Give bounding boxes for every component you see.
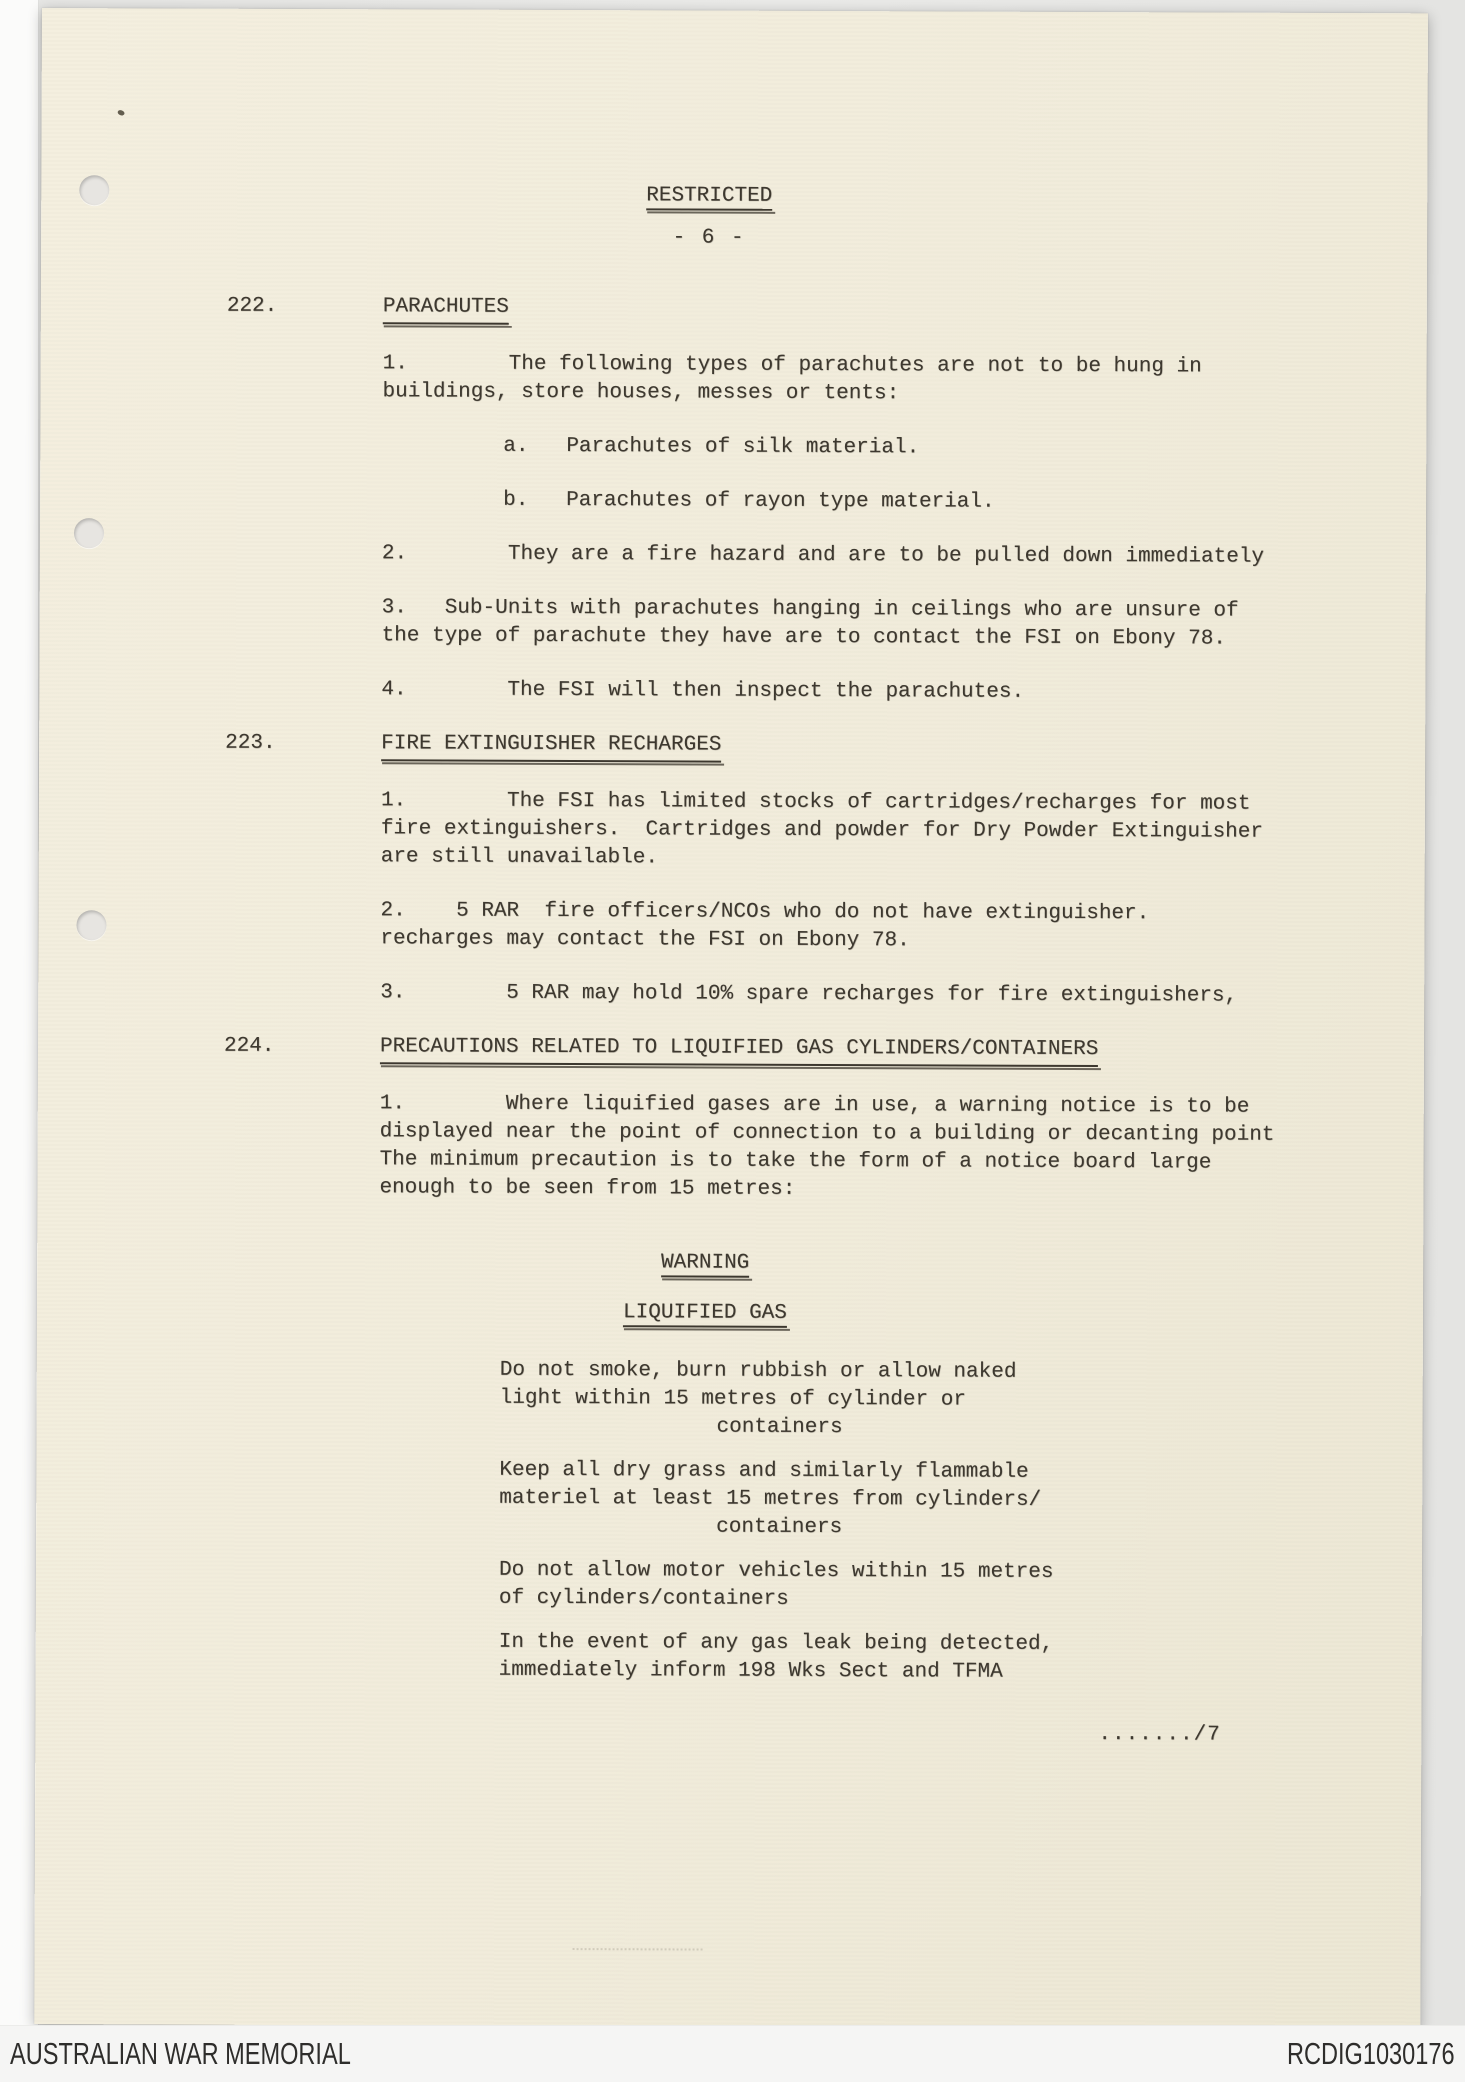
text-line: displayed near the point of connection to a building or decanting point [379, 1120, 1275, 1147]
warning-heading: WARNING [661, 1251, 749, 1277]
paragraph [380, 979, 1237, 1010]
text-line: of cylinders/containers [498, 1586, 789, 1611]
continuation-mark: .......​/7 [1098, 1723, 1221, 1747]
text-line: 2. 5 RAR fire officers/NCOs who do not have extinguisher. [380, 899, 1150, 926]
text-line: 2. They are a fire hazard and are to be pulled down immediately [381, 542, 1265, 569]
text-line: light within 15 metres of cylinder or [499, 1386, 966, 1412]
text-line: fire extinguishers. Cartridges and powder for Dry Powder Extinguisher [380, 817, 1264, 844]
text-line: 3. 5 RAR may hold 10% spare recharges for fire extinguishers, [380, 981, 1238, 1008]
document-body [35, 8, 1428, 1750]
paragraph [382, 350, 1201, 409]
text-line: Do not smoke, burn rubbish or allow naked [499, 1358, 1017, 1384]
text-line: 3. Sub-Units with parachutes hanging in ceilings who are unsure of [381, 596, 1239, 623]
paragraph [380, 897, 1149, 956]
page-number: - 6 - [672, 226, 746, 250]
text-line: containers [716, 1515, 843, 1540]
text-line: b. Parachutes of rayon type material. [503, 488, 995, 514]
section-title: PARACHUTES [383, 293, 509, 324]
paragraph [381, 787, 1263, 874]
warning-subheading: LIQUIFIED GAS [623, 1301, 787, 1328]
section-number: 224. [223, 1034, 275, 1058]
text-line: are still unavailable. [380, 845, 659, 870]
text-line: 4. The FSI will then inspect the parachutes. [381, 678, 1025, 704]
classification-stamp-row [227, 181, 1191, 213]
warning-subheading-row [223, 1298, 1187, 1330]
section-title: FIRE EXTINGUISHER RECHARGES [381, 730, 721, 762]
section-223-heading [225, 730, 721, 763]
section-number: 223. [225, 731, 276, 755]
text-line: Keep all dry grass and similarly flammable [499, 1458, 1029, 1484]
text-line: 1. The FSI has limited stocks of cartridges/recharges for most [380, 789, 1251, 816]
classification-stamp: RESTRICTED [646, 184, 772, 210]
sub-item-a [503, 433, 919, 463]
warning-item [499, 1629, 1059, 1687]
text-line: recharges may contact the FSI on Ebony 78. [380, 927, 910, 953]
text-line: The minimum precaution is to take the form of a notice board large [379, 1148, 1212, 1175]
section-224-heading [224, 1033, 1098, 1067]
text-line: a. Parachutes of silk material. [503, 434, 920, 460]
text-line: enough to be seen from 15 metres: [379, 1176, 796, 1201]
paragraph [382, 594, 1239, 653]
warning-item [499, 1557, 1059, 1615]
document-page [34, 8, 1428, 2029]
warning-item [500, 1357, 1060, 1443]
section-number: 222. [226, 294, 278, 318]
paragraph [379, 1090, 1274, 1205]
text-line: immediately inform 198 Wks Sect and TFMA [498, 1658, 1003, 1684]
text-line: the type of parachute they have are to contact the FSI on Ebony 78. [381, 624, 1226, 651]
text-line: 1. Where liquified gases are in use, a warning notice is to be [379, 1092, 1250, 1119]
text-line: 1. The following types of parachutes are not to be hung in [382, 352, 1202, 379]
text-line: containers [716, 1415, 843, 1440]
section-222-heading [227, 293, 509, 325]
text-line: Do not allow motor vehicles within 15 metres [498, 1558, 1054, 1584]
sub-item-b [503, 487, 995, 517]
archive-id-label: RCDIG1030176 [1287, 2036, 1455, 2071]
text-line: In the event of any gas leak being detected, [498, 1630, 1054, 1656]
scan-edge [0, 0, 39, 2082]
warning-heading-row [223, 1248, 1187, 1280]
warning-item [499, 1457, 1059, 1543]
scan-artifact [573, 1948, 703, 1950]
archive-footer [0, 2025, 1465, 2082]
paragraph [382, 540, 1264, 571]
archive-source-label: AUSTRALIAN WAR MEMORIAL [10, 2036, 351, 2071]
text-line: buildings, store houses, messes or tents: [382, 380, 900, 406]
section-title: PRECAUTIONS RELATED TO LIQUIFIED GAS CYLINDERS/CONTAINERS [380, 1033, 1098, 1067]
text-line: materiel at least 15 metres from cylinders/ [499, 1486, 1042, 1512]
paragraph [381, 676, 1024, 706]
